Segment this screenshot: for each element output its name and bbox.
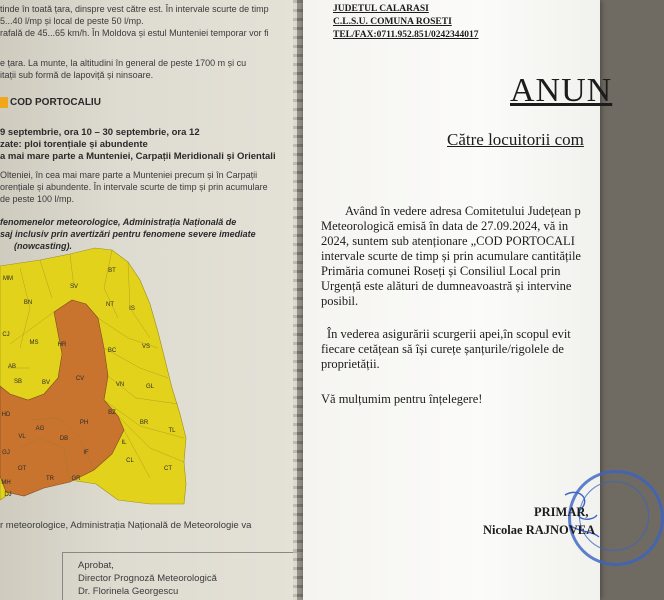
county-label: MH	[1, 480, 11, 486]
county-label: IL	[121, 440, 127, 446]
county-label: HD	[1, 412, 11, 418]
text-line: tinde în toată țara, dinspre vest către est. În intervale scurte de timp	[0, 4, 269, 14]
italic-line: fenomenelor meteorologice, Administrația Națională de	[0, 217, 237, 227]
county-label: SV	[69, 284, 79, 290]
approval-line: Aprobat,	[78, 560, 114, 571]
county-label: MM	[3, 276, 13, 282]
approval-line: Dr. Florinela Georgescu	[78, 586, 179, 597]
text-line: itații sub formă de lapoviță și ninsoare.	[0, 70, 154, 80]
romania-warning-map	[0, 248, 186, 504]
county-label: SB	[13, 379, 23, 385]
paragraph-line: Având în vedere adresa Comitetului Județean p	[345, 204, 581, 218]
text-line: Olteniei, în cea mai mare parte a Munteniei precum și în Carpații	[0, 170, 258, 180]
text-line: e țara. La munte, la altitudini în general de peste 1700 m și cu	[0, 58, 247, 68]
county-label: CV	[75, 376, 85, 382]
signature-divider	[62, 552, 297, 553]
county-label: TL	[168, 428, 176, 434]
orange-code-swatch	[0, 97, 8, 108]
county-label: AG	[35, 426, 45, 432]
county-label: VS	[141, 344, 151, 350]
county-label: VL	[18, 434, 26, 440]
county-label: VN	[115, 382, 125, 388]
paragraph-line: proprietății.	[321, 357, 380, 371]
paragraph-line: Primăria comunei Roseți și Consiliul Local prin	[321, 264, 561, 278]
header-line: C.L.S.U. COMUNA ROSETI	[333, 17, 452, 27]
county-label: PH	[79, 420, 89, 426]
announcement-subtitle: Către locuitorii com	[447, 130, 584, 149]
italic-line: (nowcasting).	[14, 241, 72, 251]
county-label: GJ	[2, 450, 10, 456]
paragraph-line: posibil.	[321, 294, 359, 308]
paragraph-line: fiecare cetățean să își curețe șanțurile/rigolele de	[321, 342, 564, 356]
county-label: DB	[59, 436, 69, 442]
approval-line: Director Prognoză Meteorologică	[78, 573, 217, 584]
italic-line: saj inclusiv prin avertizări pentru fenomene severe imediate	[0, 229, 256, 239]
county-label: GL	[145, 384, 155, 390]
county-label: GR	[71, 476, 81, 482]
paragraph-line: În vederea asigurării scurgerii apei,în scopul evit	[327, 327, 571, 341]
county-label: IS	[129, 306, 135, 312]
warning-interval: 9 septembrie, ora 10 – 30 septembrie, ora 12	[0, 127, 200, 138]
county-label: BT	[108, 268, 116, 274]
paragraph-line: Meteorologică emisă în data de 27.09.2024, vă in	[321, 219, 569, 233]
text-line: rafală de 45...65 km/h. În Moldova și estul Munteniei temporar vor fi	[0, 28, 269, 38]
signature-divider-vertical	[62, 552, 63, 600]
county-label: HR	[57, 342, 67, 348]
signature-title: PRIMAR,	[534, 505, 589, 519]
signature-name: Nicolae RAJNOVEA	[483, 523, 596, 537]
county-label: MS	[29, 340, 39, 346]
header-line: TEL/FAX:0711.952.851/0242344017	[333, 30, 479, 40]
code-title: COD PORTOCALIU	[10, 97, 101, 108]
paragraph-line: intervale scurte de timp și prin acumulare cantitățile	[321, 249, 581, 263]
thanks-line: Vă mulțumim pentru înțelegere!	[321, 392, 483, 406]
county-label: NT	[106, 302, 114, 308]
county-label: CL	[126, 458, 134, 464]
announcement-title: ANUN	[510, 72, 613, 109]
county-label: DJ	[4, 492, 12, 498]
text-line: de peste 100 l/mp.	[0, 194, 75, 204]
paragraph-line: Urgență este alături de dumneavoastră și intervine	[321, 279, 572, 293]
county-label: TR	[46, 476, 54, 482]
footer-line: r meteorologice, Administrația Națională de Meteorologie va	[0, 520, 252, 531]
announcement-document	[303, 0, 613, 600]
warning-zones: a mai mare parte a Munteniei, Carpații Meridionali și Orientali	[0, 151, 276, 162]
county-label: BZ	[108, 410, 116, 416]
county-label: BR	[139, 420, 149, 426]
meteo-warning-document	[0, 0, 297, 600]
county-label: BC	[107, 348, 117, 354]
county-label: CT	[164, 466, 172, 472]
county-label: BN	[23, 300, 33, 306]
warning-phenomena: zate: ploi torențiale și abundente	[0, 139, 148, 150]
county-label: OT	[17, 466, 27, 472]
paragraph-line: 2024, suntem sub atenționare „COD PORTOCALI	[321, 234, 575, 248]
county-label: CJ	[2, 332, 10, 338]
text-line: 5...40 l/mp și local de peste 50 l/mp.	[0, 16, 144, 26]
county-label: BV	[41, 380, 51, 386]
text-line: orențiale și abundente. În intervale scurte de timp și prin acumulare	[0, 182, 268, 192]
county-label: IF	[83, 450, 89, 456]
header-line: JUDETUL CALARASI	[333, 4, 429, 14]
county-label: AB	[7, 364, 17, 370]
